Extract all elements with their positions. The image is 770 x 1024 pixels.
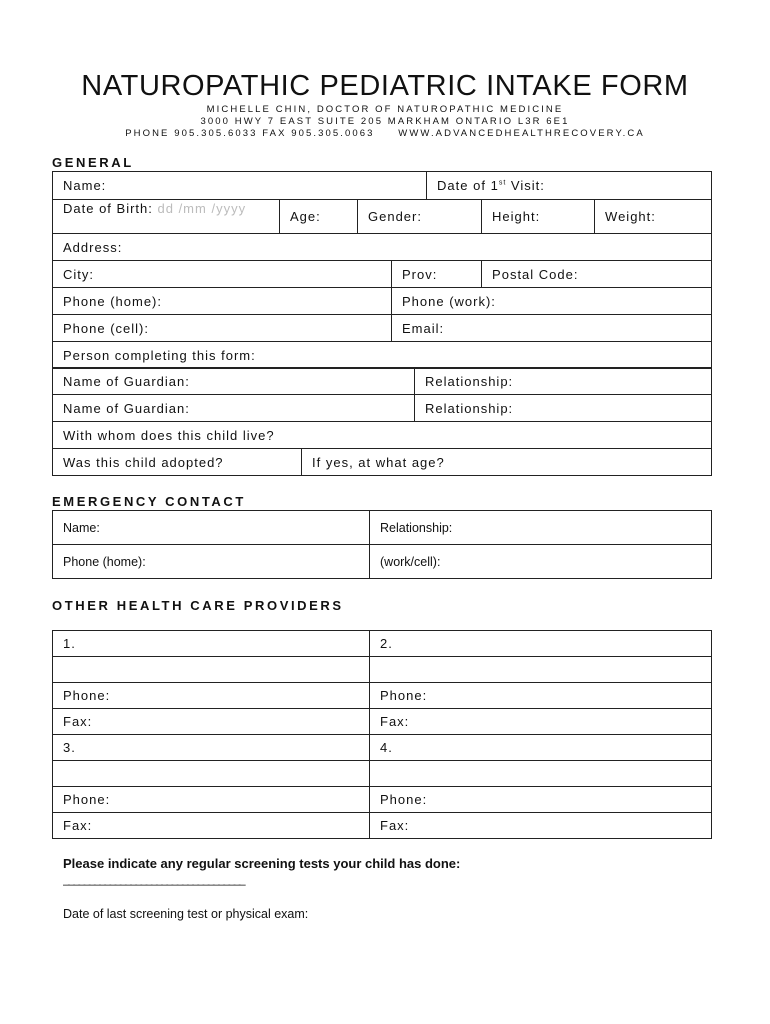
providers-table	[52, 630, 712, 839]
guardian-2-label: Name of Guardian:	[63, 400, 190, 416]
screening-answer-line[interactable]: ___________________________________	[63, 872, 245, 886]
lives-with-label: With whom does this child live?	[63, 427, 275, 443]
child-name-field[interactable]	[53, 172, 427, 200]
prov-label: Prov:	[402, 266, 438, 282]
height-field[interactable]	[482, 200, 595, 234]
provider-4-label: 4.	[380, 740, 393, 755]
phone-cell-label: Phone (cell):	[63, 320, 149, 336]
adopted-age-field[interactable]	[302, 449, 712, 476]
provider-3-phone-field[interactable]	[53, 787, 370, 813]
provider-4-field[interactable]	[370, 735, 712, 761]
age-field[interactable]	[280, 200, 358, 234]
form-title: NATUROPATHIC PEDIATRIC INTAKE FORM	[81, 70, 689, 102]
provider-2-extra-field[interactable]	[370, 657, 712, 683]
first-visit-field[interactable]	[427, 172, 712, 200]
emergency-table	[52, 510, 712, 579]
guardian-1-label: Name of Guardian:	[63, 373, 190, 389]
height-label: Height:	[492, 209, 541, 224]
relationship-2-label: Relationship:	[425, 400, 514, 416]
emergency-work-cell-label: (work/cell):	[380, 554, 441, 569]
lives-with-field[interactable]	[53, 422, 712, 449]
phone-work-label: Phone (work):	[402, 293, 496, 309]
emergency-phone-home-field[interactable]	[53, 545, 370, 579]
address-field[interactable]	[53, 234, 712, 261]
relationship-1-field[interactable]	[415, 368, 712, 395]
adopted-label: Was this child adopted?	[63, 454, 224, 470]
provider-3-label: 3.	[63, 740, 76, 755]
postal-code-label: Postal Code:	[492, 266, 579, 282]
guardian-1-field[interactable]	[53, 368, 415, 395]
phone-work-field[interactable]	[392, 288, 712, 315]
provider-1-fax-field[interactable]	[53, 709, 370, 735]
provider-2-field[interactable]	[370, 631, 712, 657]
weight-label: Weight:	[605, 209, 656, 224]
email-field[interactable]	[392, 315, 712, 342]
emergency-phone-home-label: Phone (home):	[63, 554, 146, 569]
emergency-work-cell-field[interactable]	[370, 545, 712, 579]
child-name-label: Name:	[63, 178, 107, 193]
city-label: City:	[63, 266, 94, 282]
provider-1-fax-label: Fax:	[63, 714, 93, 729]
dob-field[interactable]	[53, 200, 280, 234]
relationship-1-label: Relationship:	[425, 373, 514, 389]
phone-cell-field[interactable]	[53, 315, 392, 342]
email-label: Email:	[402, 320, 445, 336]
adopted-field[interactable]	[53, 449, 302, 476]
living-table	[52, 421, 712, 476]
screening-question: Please indicate any regular screening tests your child has done:	[63, 856, 461, 871]
guardian-table	[52, 367, 712, 422]
provider-3-field[interactable]	[53, 735, 370, 761]
phone-home-label: Phone (home):	[63, 293, 162, 309]
provider-4-phone-label: Phone:	[380, 792, 428, 807]
clinic-address: 3000 HWY 7 EAST SUITE 205 MARKHAM ONTARIO L3R 6E1	[200, 116, 570, 127]
provider-1-label: 1.	[63, 636, 76, 651]
dob-label: Date of Birth:	[63, 201, 153, 216]
prov-field[interactable]	[392, 261, 482, 288]
practitioner-name: MICHELLE CHIN, DOCTOR OF NATUROPATHIC MEDICINE	[206, 104, 564, 115]
dob-placeholder: dd /mm /yyyy	[157, 201, 247, 216]
emergency-name-label: Name:	[63, 520, 100, 535]
provider-1-field[interactable]	[53, 631, 370, 657]
adopted-age-label: If yes, at what age?	[312, 454, 445, 470]
emergency-heading: EMERGENCY CONTACT	[52, 494, 246, 509]
provider-2-label: 2.	[380, 636, 393, 651]
provider-4-extra-field[interactable]	[370, 761, 712, 787]
age-label: Age:	[290, 209, 321, 224]
last-screening-label: Date of last screening test or physical exam:	[63, 907, 309, 921]
provider-4-phone-field[interactable]	[370, 787, 712, 813]
person-completing-label: Person completing this form:	[63, 347, 256, 363]
provider-2-fax-field[interactable]	[370, 709, 712, 735]
gender-label: Gender:	[368, 209, 422, 224]
provider-3-fax-label: Fax:	[63, 818, 93, 833]
provider-2-phone-label: Phone:	[380, 688, 428, 703]
general-heading: GENERAL	[52, 155, 134, 170]
phone-home-field[interactable]	[53, 288, 392, 315]
provider-4-fax-field[interactable]	[370, 813, 712, 839]
emergency-name-field[interactable]	[53, 511, 370, 545]
provider-3-fax-field[interactable]	[53, 813, 370, 839]
guardian-2-field[interactable]	[53, 395, 415, 422]
provider-1-extra-field[interactable]	[53, 657, 370, 683]
provider-4-fax-label: Fax:	[380, 818, 410, 833]
provider-3-phone-label: Phone:	[63, 792, 111, 807]
provider-2-phone-field[interactable]	[370, 683, 712, 709]
address-label: Address:	[63, 239, 123, 255]
first-visit-label: Date of 1st Visit:	[437, 178, 545, 193]
emergency-relationship-label: Relationship:	[380, 520, 453, 535]
provider-1-phone-label: Phone:	[63, 688, 111, 703]
postal-code-field[interactable]	[482, 261, 712, 288]
city-field[interactable]	[53, 261, 392, 288]
provider-1-phone-field[interactable]	[53, 683, 370, 709]
provider-2-fax-label: Fax:	[380, 714, 410, 729]
general-table	[52, 171, 712, 369]
relationship-2-field[interactable]	[415, 395, 712, 422]
provider-3-extra-field[interactable]	[53, 761, 370, 787]
providers-heading: OTHER HEALTH CARE PROVIDERS	[52, 598, 344, 613]
person-completing-field[interactable]	[53, 342, 712, 369]
emergency-relationship-field[interactable]	[370, 511, 712, 545]
gender-field[interactable]	[358, 200, 482, 234]
weight-field[interactable]	[595, 200, 712, 234]
clinic-contact: PHONE 905.305.6033 FAX 905.305.0063 WWW.ADVANCEDHEALTHRECOVERY.CA	[125, 128, 645, 139]
